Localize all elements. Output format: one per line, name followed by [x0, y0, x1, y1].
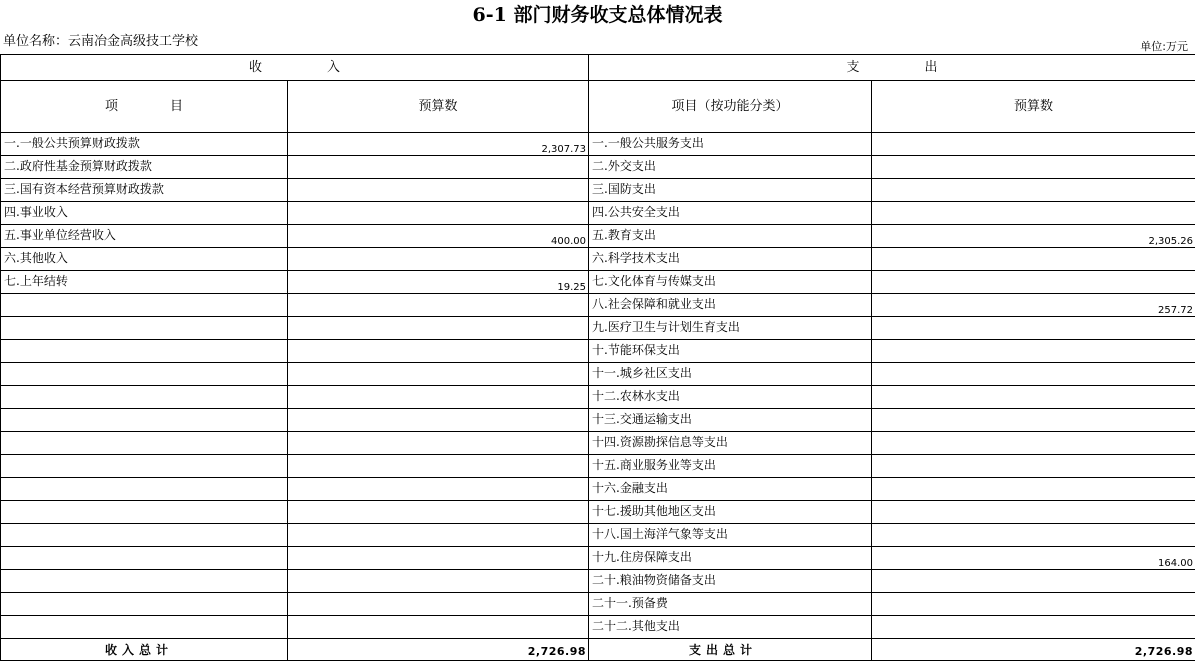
expense-amount-cell — [872, 386, 1195, 409]
expense-amount-cell — [872, 317, 1195, 340]
income-amount-cell — [288, 340, 589, 363]
income-amount-cell — [288, 409, 589, 432]
expense-item-cell: 一.一般公共服务支出 — [589, 133, 872, 156]
column-header-row — [1, 81, 1195, 133]
table-row — [1, 363, 1195, 386]
expense-amount-cell — [872, 363, 1195, 386]
table-row — [1, 202, 1195, 225]
expense-item-cell: 十一.城乡社区支出 — [589, 363, 872, 386]
table-row — [1, 271, 1195, 294]
expense-section-header: 支 出 — [589, 55, 1195, 81]
income-item-cell — [1, 340, 288, 363]
unit-label: 单位:万元 — [1140, 40, 1188, 53]
income-item-cell — [1, 294, 288, 317]
income-item-cell — [1, 386, 288, 409]
income-item-cell: 三.国有资本经营预算财政拨款 — [1, 179, 288, 202]
expense-amount-cell — [872, 248, 1195, 271]
income-item-cell — [1, 409, 288, 432]
income-amount-cell — [288, 593, 589, 616]
table-row — [1, 547, 1195, 570]
expense-amount-cell — [872, 593, 1195, 616]
unit-name: 单位名称：云南冶金高级技工学校 — [3, 34, 199, 49]
table-row — [1, 156, 1195, 179]
expense-item-cell: 十六.金融支出 — [589, 478, 872, 501]
expense-amount-cell — [872, 340, 1195, 363]
income-amount-cell — [288, 386, 589, 409]
income-item-cell: 二.政府性基金预算财政拨款 — [1, 156, 288, 179]
income-item-cell: 六.其他收入 — [1, 248, 288, 271]
expense-amount-cell — [872, 524, 1195, 547]
expense-amount-cell — [872, 570, 1195, 593]
income-amount-cell — [288, 294, 589, 317]
table-row — [1, 248, 1195, 271]
expense-amount-cell — [872, 133, 1195, 156]
income-item-cell: 四.事业收入 — [1, 202, 288, 225]
income-amount-cell — [288, 501, 589, 524]
expense-amount-cell: 257.72 — [872, 294, 1195, 317]
income-amount-cell — [288, 179, 589, 202]
income-amount-cell — [288, 202, 589, 225]
income-total-label: 收入总计 — [1, 639, 288, 661]
income-budget-header: 预算数 — [288, 81, 589, 133]
income-amount-cell — [288, 156, 589, 179]
income-item-cell — [1, 363, 288, 386]
income-item-cell — [1, 501, 288, 524]
income-amount-cell — [288, 455, 589, 478]
income-item-cell — [1, 570, 288, 593]
table-row — [1, 570, 1195, 593]
expense-item-cell: 十二.农林水支出 — [589, 386, 872, 409]
expense-amount-cell — [872, 179, 1195, 202]
expense-item-cell: 十八.国土海洋气象等支出 — [589, 524, 872, 547]
expense-item-cell: 二十二.其他支出 — [589, 616, 872, 639]
table-row — [1, 133, 1195, 156]
expense-item-cell: 十五.商业服务业等支出 — [589, 455, 872, 478]
income-amount-cell: 400.00 — [288, 225, 589, 248]
expense-item-cell: 十三.交通运输支出 — [589, 409, 872, 432]
expense-item-cell: 五.教育支出 — [589, 225, 872, 248]
income-amount-cell — [288, 524, 589, 547]
income-amount-cell — [288, 248, 589, 271]
section-header-row — [1, 55, 1195, 81]
income-item-cell: 五.事业单位经营收入 — [1, 225, 288, 248]
table-row — [1, 501, 1195, 524]
expense-item-cell: 十九.住房保障支出 — [589, 547, 872, 570]
expense-amount-cell — [872, 156, 1195, 179]
table-row — [1, 386, 1195, 409]
income-amount-cell — [288, 478, 589, 501]
income-amount-cell — [288, 363, 589, 386]
income-amount-cell — [288, 432, 589, 455]
expense-item-cell: 十七.援助其他地区支出 — [589, 501, 872, 524]
expense-amount-cell — [872, 409, 1195, 432]
expense-amount-cell — [872, 616, 1195, 639]
expense-item-cell: 二.外交支出 — [589, 156, 872, 179]
expense-budget-header: 预算数 — [872, 81, 1195, 133]
income-item-cell — [1, 547, 288, 570]
income-amount-cell — [288, 616, 589, 639]
table-row — [1, 225, 1195, 248]
table-row — [1, 340, 1195, 363]
expense-item-cell: 二十一.预备费 — [589, 593, 872, 616]
income-total-amount: 2,726.98 — [288, 639, 589, 661]
expense-amount-cell — [872, 432, 1195, 455]
totals-row — [1, 639, 1195, 661]
table-row — [1, 294, 1195, 317]
income-item-cell — [1, 317, 288, 340]
expense-item-cell: 二十.粮油物资储备支出 — [589, 570, 872, 593]
income-item-cell — [1, 455, 288, 478]
income-item-cell: 七.上年结转 — [1, 271, 288, 294]
expense-amount-cell — [872, 202, 1195, 225]
table-row — [1, 478, 1195, 501]
expense-amount-cell — [872, 501, 1195, 524]
expense-item-cell: 三.国防支出 — [589, 179, 872, 202]
income-section-header: 收 入 — [1, 55, 589, 81]
income-amount-cell: 2,307.73 — [288, 133, 589, 156]
income-item-header: 项 目 — [1, 81, 288, 133]
expense-item-header: 项目（按功能分类） — [589, 81, 872, 133]
expense-amount-cell — [872, 478, 1195, 501]
table-row — [1, 593, 1195, 616]
income-item-cell: 一.一般公共预算财政拨款 — [1, 133, 288, 156]
income-item-cell — [1, 432, 288, 455]
expense-item-cell: 四.公共安全支出 — [589, 202, 872, 225]
expense-item-cell: 十四.资源勘探信息等支出 — [589, 432, 872, 455]
expense-item-cell: 八.社会保障和就业支出 — [589, 294, 872, 317]
table-row — [1, 409, 1195, 432]
page-title: 6-1 部门财务收支总体情况表 — [472, 4, 723, 26]
expense-item-cell: 十.节能环保支出 — [589, 340, 872, 363]
expense-total-label: 支出总计 — [589, 639, 872, 661]
table-row — [1, 455, 1195, 478]
expense-item-cell: 九.医疗卫生与计划生育支出 — [589, 317, 872, 340]
income-amount-cell — [288, 317, 589, 340]
expense-amount-cell — [872, 455, 1195, 478]
expense-amount-cell: 2,305.26 — [872, 225, 1195, 248]
table-row — [1, 317, 1195, 340]
finance-table — [0, 54, 1195, 661]
income-item-cell — [1, 478, 288, 501]
expense-item-cell: 七.文化体育与传媒支出 — [589, 271, 872, 294]
expense-amount-cell: 164.00 — [872, 547, 1195, 570]
table-row — [1, 432, 1195, 455]
income-item-cell — [1, 524, 288, 547]
table-row — [1, 179, 1195, 202]
expense-total-amount: 2,726.98 — [872, 639, 1195, 661]
expense-item-cell: 六.科学技术支出 — [589, 248, 872, 271]
table-row — [1, 616, 1195, 639]
expense-amount-cell — [872, 271, 1195, 294]
income-amount-cell: 19.25 — [288, 271, 589, 294]
income-item-cell — [1, 616, 288, 639]
income-amount-cell — [288, 547, 589, 570]
income-amount-cell — [288, 570, 589, 593]
income-item-cell — [1, 593, 288, 616]
table-row — [1, 524, 1195, 547]
